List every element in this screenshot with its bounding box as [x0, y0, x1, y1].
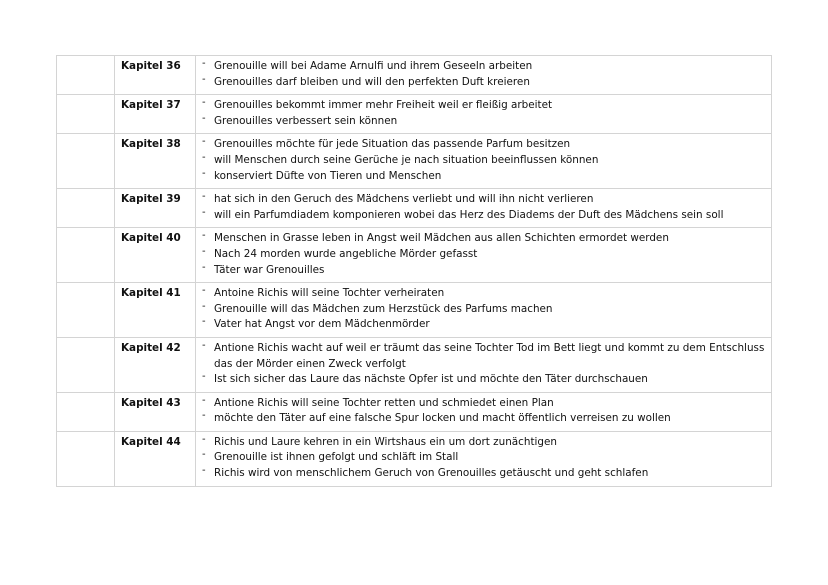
table-row [57, 134, 772, 189]
bullet-item: - Grenouille will bei Adame Arnulfi und ihrem Geseeln arbeiten [202, 59, 765, 75]
bullet-item: - Vater hat Angst vor dem Mädchenmörder [202, 317, 765, 333]
bullet-item: - Grenouilles möchte für jede Situation das passende Parfum besitzen [202, 137, 765, 153]
empty-margin-cell [57, 95, 115, 134]
bullet-item: - konserviert Düfte von Tieren und Menschen [202, 169, 765, 185]
bullet-list [202, 192, 765, 223]
empty-margin-cell [57, 228, 115, 283]
bullet-item: - Grenouilles darf bleiben und will den perfekten Duft kreieren [202, 75, 765, 91]
table-row [57, 228, 772, 283]
bullet-list [202, 396, 765, 427]
bullet-list [202, 98, 765, 129]
bullet-item: - will Menschen durch seine Gerüche je nach situation beeinflussen können [202, 153, 765, 169]
bullet-item: - möchte den Täter auf eine falsche Spur locken und macht öffentlich verreisen zu wollen [202, 411, 765, 427]
bullet-list [202, 435, 765, 482]
chapter-label: Kapitel 42 [115, 337, 196, 392]
bullet-item: - Grenouille ist ihnen gefolgt und schläft im Stall [202, 450, 765, 466]
bullet-item: - Ist sich sicher das Laure das nächste Opfer ist und möchte den Täter durchschauen [202, 372, 765, 388]
chapter-summary [196, 337, 772, 392]
chapter-label: Kapitel 39 [115, 189, 196, 228]
empty-margin-cell [57, 134, 115, 189]
empty-margin-cell [57, 392, 115, 431]
chapter-label: Kapitel 44 [115, 431, 196, 486]
bullet-item: - Richis wird von menschlichem Geruch von Grenouilles getäuscht und geht schlafen [202, 466, 765, 482]
table-body [57, 56, 772, 487]
empty-margin-cell [57, 431, 115, 486]
empty-margin-cell [57, 189, 115, 228]
table-row [57, 283, 772, 338]
table-row [57, 392, 772, 431]
table-row [57, 95, 772, 134]
table-row [57, 337, 772, 392]
bullet-list [202, 286, 765, 333]
chapter-summary [196, 392, 772, 431]
table-row [57, 189, 772, 228]
chapter-summary [196, 189, 772, 228]
chapter-label: Kapitel 43 [115, 392, 196, 431]
chapter-summary-table [56, 55, 772, 487]
empty-margin-cell [57, 337, 115, 392]
bullet-item: - hat sich in den Geruch des Mädchens verliebt und will ihn nicht verlieren [202, 192, 765, 208]
bullet-list [202, 137, 765, 184]
empty-margin-cell [57, 56, 115, 95]
bullet-list [202, 231, 765, 278]
table-row [57, 56, 772, 95]
bullet-item: - Antione Richis will seine Tochter retten und schmiedet einen Plan [202, 396, 765, 412]
bullet-item: - Grenouilles bekommt immer mehr Freiheit weil er fleißig arbeitet [202, 98, 765, 114]
bullet-item: - Menschen in Grasse leben in Angst weil Mädchen aus allen Schichten ermordet werden [202, 231, 765, 247]
chapter-label: Kapitel 40 [115, 228, 196, 283]
bullet-list [202, 341, 765, 388]
chapter-summary [196, 134, 772, 189]
chapter-summary [196, 56, 772, 95]
chapter-label: Kapitel 41 [115, 283, 196, 338]
chapter-summary [196, 283, 772, 338]
table-row [57, 431, 772, 486]
chapter-summary [196, 431, 772, 486]
bullet-item: - will ein Parfumdiadem komponieren wobei das Herz des Diadems der Duft des Mädchens sein soll [202, 208, 765, 224]
bullet-item: - Antoine Richis will seine Tochter verheiraten [202, 286, 765, 302]
bullet-item: - Nach 24 morden wurde angebliche Mörder gefasst [202, 247, 765, 263]
chapter-summary [196, 228, 772, 283]
bullet-item: - Richis und Laure kehren in ein Wirtshaus ein um dort zunächtigen [202, 435, 765, 451]
bullet-item: - Grenouille will das Mädchen zum Herzstück des Parfums machen [202, 302, 765, 318]
empty-margin-cell [57, 283, 115, 338]
bullet-item: - Täter war Grenouilles [202, 263, 765, 279]
bullet-item: - Grenouilles verbessert sein können [202, 114, 765, 130]
chapter-label: Kapitel 37 [115, 95, 196, 134]
bullet-item: - Antione Richis wacht auf weil er träumt das seine Tochter Tod im Bett liegt und kommt zu dem Entschluss das der Mörder einen Zweck verfolgt [202, 341, 765, 372]
chapter-summary [196, 95, 772, 134]
bullet-list [202, 59, 765, 90]
chapter-label: Kapitel 38 [115, 134, 196, 189]
chapter-label: Kapitel 36 [115, 56, 196, 95]
